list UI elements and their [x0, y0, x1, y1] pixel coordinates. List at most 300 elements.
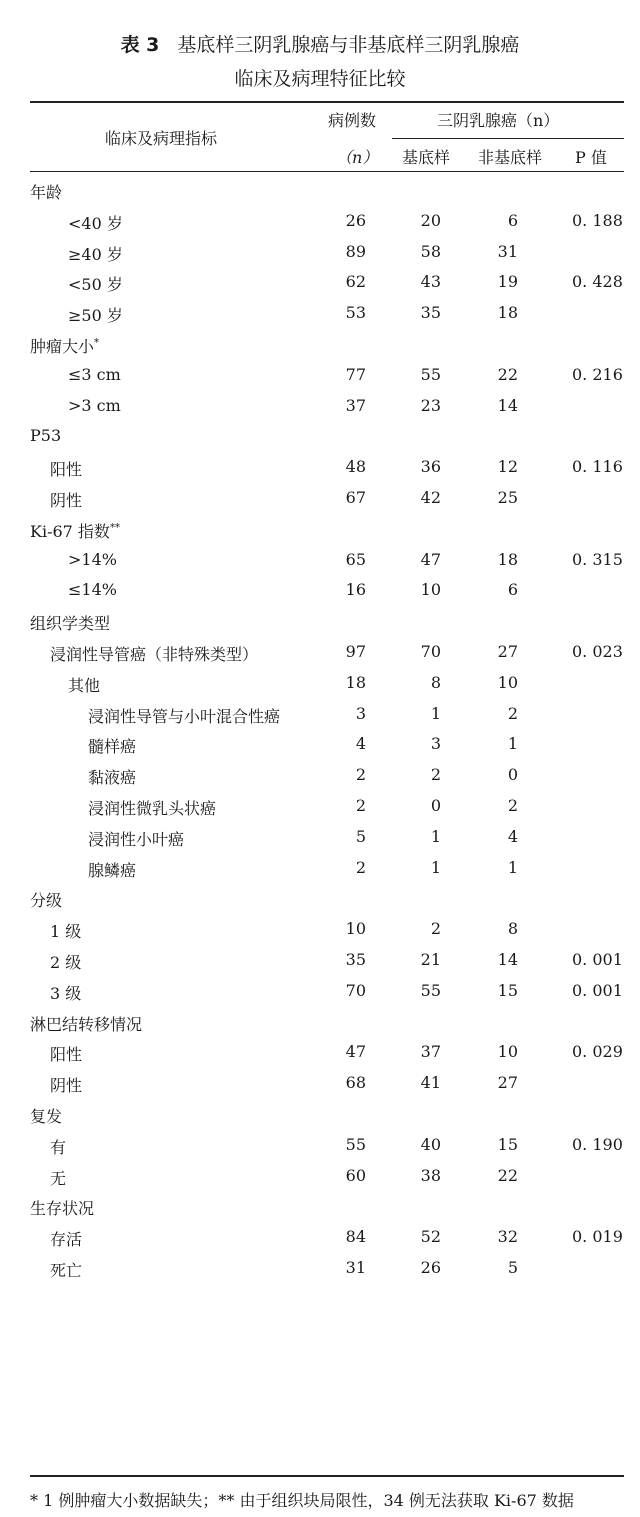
- row-label: [30, 426, 61, 445]
- cell-nonbasal-text: 4: [507, 826, 518, 846]
- cell-nonbasal: [492, 765, 518, 784]
- cell-cases-text: 26: [345, 210, 366, 230]
- row-label-text: 髓样癌: [88, 737, 137, 757]
- cell-basal-text: 36: [420, 457, 441, 477]
- footnote-marker: **: [109, 522, 120, 534]
- table-row: [0, 328, 640, 359]
- table-row: [0, 236, 640, 267]
- row-label-text: 淋巴结转移情况: [30, 1014, 143, 1034]
- cell-nonbasal-text: 22: [497, 1165, 518, 1185]
- cell-basal-text: 0: [430, 795, 441, 815]
- cell-basal-text: 41: [420, 1073, 441, 1093]
- cell-basal-text: 58: [420, 241, 441, 261]
- cell-nonbasal: [492, 796, 518, 815]
- cell-nonbasal-text: 1: [507, 857, 518, 877]
- cell-cases: [340, 673, 366, 692]
- cell-cases-text: 5: [355, 826, 366, 846]
- table-row: [0, 636, 640, 667]
- cell-nonbasal: [492, 488, 518, 507]
- cell-cases-text: 18: [345, 672, 366, 692]
- row-label-text: 腺鳞癌: [88, 860, 137, 880]
- subheader-rule: [392, 138, 624, 139]
- table-title-line2: 临床及病理特征比较: [234, 68, 406, 90]
- row-label-text: 阳性: [50, 1045, 83, 1065]
- cell-cases-text: 48: [345, 457, 366, 477]
- cell-basal-text: 1: [430, 826, 441, 846]
- table-row: [0, 1129, 640, 1160]
- row-label-text: 生存状况: [30, 1199, 95, 1219]
- row-label-text: 浸润性导管癌（非特殊类型）: [50, 644, 259, 664]
- row-label: [68, 303, 123, 326]
- cell-basal-text: 38: [420, 1165, 441, 1185]
- cell-p-value: [572, 1135, 623, 1154]
- row-label: [30, 611, 110, 634]
- cell-basal: [415, 827, 441, 846]
- cell-basal-text: 20: [420, 210, 441, 230]
- cell-nonbasal-text: 6: [507, 210, 518, 230]
- row-label: [68, 365, 121, 384]
- cell-basal: [415, 642, 441, 661]
- row-label-text: 年龄: [30, 183, 63, 202]
- table-row: [0, 420, 640, 451]
- cell-p-value-text: 0. 188: [572, 210, 623, 230]
- cell-cases-text: 37: [345, 395, 366, 415]
- cell-cases-text: 65: [345, 549, 366, 569]
- cell-cases: [340, 1042, 366, 1061]
- cell-basal: [415, 734, 441, 753]
- cell-basal: [415, 1042, 441, 1061]
- row-label: [68, 272, 123, 295]
- cell-cases-text: 2: [355, 795, 366, 815]
- cell-p-value: [572, 950, 623, 969]
- cell-nonbasal: [492, 950, 518, 969]
- row-label: [30, 888, 62, 911]
- cell-basal: [415, 673, 441, 692]
- table-row: [0, 975, 640, 1006]
- cell-basal: [415, 1135, 441, 1154]
- row-label-text: Ki-67 指数: [30, 521, 110, 541]
- cell-cases: [340, 765, 366, 784]
- cell-p-value-text: 0. 001: [572, 949, 623, 969]
- cell-basal: [415, 765, 441, 784]
- row-label: [88, 858, 136, 881]
- table-row: [0, 205, 640, 236]
- cell-cases: [340, 734, 366, 753]
- cell-basal-text: 10: [420, 580, 441, 600]
- row-label-text: ≥40 岁: [68, 244, 123, 264]
- cell-basal: [415, 919, 441, 938]
- cell-cases-text: 53: [345, 303, 366, 323]
- cell-basal-text: 47: [420, 549, 441, 569]
- cell-nonbasal-text: 18: [497, 303, 518, 323]
- cell-basal-text: 40: [420, 1134, 441, 1154]
- cell-nonbasal: [492, 642, 518, 661]
- row-label-text: 有: [50, 1137, 67, 1157]
- cell-basal-text: 2: [430, 919, 441, 939]
- row-label: [30, 334, 99, 357]
- bottom-rule: [30, 1475, 624, 1477]
- cell-nonbasal-text: 5: [507, 1257, 518, 1277]
- row-label: [88, 796, 216, 819]
- header-cases-unit: （n）: [336, 148, 379, 167]
- row-label-text: 肿瘤大小: [30, 336, 95, 356]
- cell-cases-text: 70: [345, 980, 366, 1000]
- cell-p-value-text: 0. 116: [572, 457, 623, 477]
- cell-basal-text: 37: [420, 1042, 441, 1062]
- row-label: [50, 981, 81, 1004]
- row-label: [50, 919, 81, 942]
- row-label-text: ≥50 岁: [68, 306, 123, 326]
- cell-p-value: [572, 272, 623, 291]
- cell-cases-text: 67: [345, 487, 366, 507]
- table-row: [0, 297, 640, 328]
- row-label-text: <50 岁: [68, 275, 123, 295]
- cell-p-value-text: 0. 315: [572, 549, 623, 569]
- cell-cases-text: 68: [345, 1073, 366, 1093]
- table-row: [0, 390, 640, 421]
- cell-basal: [415, 396, 441, 415]
- cell-basal-text: 3: [430, 734, 441, 754]
- header-basal: 基底样: [402, 148, 451, 167]
- header-p-value: P 值: [575, 148, 607, 167]
- cell-nonbasal: [492, 396, 518, 415]
- header-cases: 病例数: [328, 111, 377, 130]
- cell-nonbasal: [492, 1135, 518, 1154]
- cell-basal-text: 23: [420, 395, 441, 415]
- table-row: [0, 605, 640, 636]
- cell-cases: [340, 796, 366, 815]
- table-row: [0, 1190, 640, 1221]
- cell-cases: [340, 858, 366, 877]
- row-label: [68, 580, 117, 599]
- cell-nonbasal: [492, 1227, 518, 1246]
- row-label-text: 浸润性导管与小叶混合性癌: [88, 706, 281, 726]
- row-label-text: >3 cm: [68, 395, 121, 415]
- cell-basal: [415, 1227, 441, 1246]
- table-row: [0, 1221, 640, 1252]
- cell-p-value: [572, 365, 623, 384]
- cell-nonbasal: [492, 734, 518, 753]
- cell-cases: [340, 396, 366, 415]
- cell-basal-text: 35: [420, 303, 441, 323]
- table-row: [0, 174, 640, 205]
- cell-cases: [340, 919, 366, 938]
- table-row: [0, 266, 640, 297]
- cell-nonbasal-text: 14: [497, 395, 518, 415]
- cell-p-value-text: 0. 190: [572, 1134, 623, 1154]
- row-label-text: ≤3 cm: [68, 364, 121, 384]
- row-label: [88, 704, 280, 727]
- cell-nonbasal-text: 10: [497, 672, 518, 692]
- row-label-text: 分级: [30, 891, 63, 911]
- cell-cases-text: 2: [355, 765, 366, 785]
- row-label-text: 组织学类型: [30, 614, 111, 634]
- cell-cases-text: 84: [345, 1227, 366, 1247]
- table-row: [0, 759, 640, 790]
- row-label: [30, 519, 120, 542]
- cell-nonbasal-text: 8: [507, 919, 518, 939]
- table-row: [0, 790, 640, 821]
- cell-p-value: [572, 642, 623, 661]
- cell-p-value-text: 0. 216: [572, 364, 623, 384]
- cell-cases: [340, 981, 366, 1000]
- cell-nonbasal: [492, 1166, 518, 1185]
- row-label: [50, 1073, 82, 1096]
- row-label-text: 1 级: [50, 922, 82, 942]
- row-label: [30, 1104, 62, 1127]
- cell-cases-text: 2: [355, 857, 366, 877]
- table-row: [0, 574, 640, 605]
- cell-cases-text: 47: [345, 1042, 366, 1062]
- row-label: [88, 765, 136, 788]
- header-indicator: 临床及病理指标: [105, 129, 218, 148]
- cell-cases: [340, 827, 366, 846]
- cell-basal: [415, 1073, 441, 1092]
- row-label: [68, 550, 117, 569]
- cell-p-value-text: 0. 023: [572, 641, 623, 661]
- cell-nonbasal: [492, 457, 518, 476]
- cell-nonbasal: [492, 1258, 518, 1277]
- cell-basal-text: 55: [420, 980, 441, 1000]
- footnote-marker: *: [94, 337, 100, 349]
- cell-nonbasal-text: 25: [497, 487, 518, 507]
- cell-p-value: [572, 1227, 623, 1246]
- cell-nonbasal-text: 12: [497, 457, 518, 477]
- cell-cases: [340, 580, 366, 599]
- row-label-text: 黏液癌: [88, 768, 137, 788]
- cell-cases: [340, 1227, 366, 1246]
- cell-nonbasal: [492, 272, 518, 291]
- cell-nonbasal-text: 27: [497, 1073, 518, 1093]
- row-label-text: >14%: [68, 549, 117, 569]
- cell-basal: [415, 981, 441, 1000]
- cell-basal: [415, 242, 441, 261]
- cell-nonbasal-text: 19: [497, 272, 518, 292]
- row-label: [50, 1258, 82, 1281]
- cell-nonbasal-text: 0: [507, 765, 518, 785]
- cell-cases: [340, 272, 366, 291]
- table-row: [0, 1160, 640, 1191]
- cell-cases-text: 62: [345, 272, 366, 292]
- row-label: [50, 1166, 66, 1189]
- cell-nonbasal: [492, 919, 518, 938]
- row-label: [50, 457, 82, 480]
- cell-nonbasal: [492, 858, 518, 877]
- cell-nonbasal: [492, 704, 518, 723]
- cell-cases-text: 3: [355, 703, 366, 723]
- cell-nonbasal: [492, 1073, 518, 1092]
- cell-cases: [340, 550, 366, 569]
- cell-basal: [415, 272, 441, 291]
- cell-p-value: [572, 1042, 623, 1061]
- table-row: [0, 913, 640, 944]
- header-rule: [30, 171, 624, 172]
- row-label-text: 复发: [30, 1106, 63, 1126]
- cell-cases-text: 77: [345, 364, 366, 384]
- cell-cases: [340, 1135, 366, 1154]
- row-label-text: 阴性: [50, 490, 83, 510]
- cell-nonbasal-text: 27: [497, 641, 518, 661]
- table-row: [0, 482, 640, 513]
- row-label-text: 浸润性小叶癌: [88, 829, 185, 849]
- cell-cases: [340, 1073, 366, 1092]
- cell-nonbasal-text: 31: [497, 241, 518, 261]
- row-label: [30, 180, 62, 203]
- row-label-text: 其他: [68, 675, 101, 695]
- cell-basal-text: 2: [430, 765, 441, 785]
- cell-cases-text: 35: [345, 949, 366, 969]
- cell-nonbasal-text: 14: [497, 949, 518, 969]
- cell-cases-text: 31: [345, 1257, 366, 1277]
- cell-cases: [340, 457, 366, 476]
- cell-cases: [340, 242, 366, 261]
- row-label: [50, 1227, 82, 1250]
- cell-nonbasal-text: 22: [497, 364, 518, 384]
- cell-nonbasal-text: 18: [497, 549, 518, 569]
- cell-basal-text: 42: [420, 487, 441, 507]
- cell-nonbasal: [492, 242, 518, 261]
- table-row: [0, 944, 640, 975]
- cell-basal-text: 21: [420, 949, 441, 969]
- cell-nonbasal: [492, 1042, 518, 1061]
- top-rule: [30, 101, 624, 103]
- cell-nonbasal: [492, 365, 518, 384]
- table-row: [0, 359, 640, 390]
- cell-basal: [415, 858, 441, 877]
- cell-basal: [415, 550, 441, 569]
- cell-nonbasal: [492, 981, 518, 1000]
- cell-cases-text: 10: [345, 919, 366, 939]
- row-label-text: 浸润性微乳头状癌: [88, 798, 217, 818]
- table-row: [0, 821, 640, 852]
- row-label: [50, 1042, 82, 1065]
- cell-cases: [340, 704, 366, 723]
- table-row: [0, 1006, 640, 1037]
- row-label: [68, 396, 121, 415]
- cell-cases: [340, 950, 366, 969]
- cell-cases-text: 97: [345, 641, 366, 661]
- cell-nonbasal-text: 15: [497, 980, 518, 1000]
- cell-nonbasal-text: 1: [507, 734, 518, 754]
- cell-nonbasal-text: 2: [507, 795, 518, 815]
- cell-basal: [415, 365, 441, 384]
- cell-p-value: [572, 550, 623, 569]
- table-row: [0, 1036, 640, 1067]
- cell-basal-text: 70: [420, 641, 441, 661]
- cell-basal-text: 1: [430, 857, 441, 877]
- cell-cases: [340, 365, 366, 384]
- table-row: [0, 667, 640, 698]
- row-label-text: P53: [30, 426, 62, 446]
- row-label: [68, 211, 123, 234]
- cell-p-value: [572, 457, 623, 476]
- cell-p-value: [572, 981, 623, 1000]
- row-label-text: <40 岁: [68, 213, 123, 233]
- cell-basal: [415, 950, 441, 969]
- cell-cases-text: 16: [345, 580, 366, 600]
- cell-basal: [415, 704, 441, 723]
- table-row: [0, 728, 640, 759]
- table-row: [0, 698, 640, 729]
- row-label: [68, 242, 123, 265]
- table-row: [0, 1098, 640, 1129]
- cell-nonbasal-text: 10: [497, 1042, 518, 1062]
- cell-p-value-text: 0. 019: [572, 1227, 623, 1247]
- cell-basal: [415, 303, 441, 322]
- row-label-text: 死亡: [50, 1260, 83, 1280]
- header-tnbc: 三阴乳腺癌（n）: [437, 111, 560, 130]
- cell-cases: [340, 303, 366, 322]
- cell-cases: [340, 488, 366, 507]
- row-label: [50, 1135, 66, 1158]
- cell-nonbasal-text: 2: [507, 703, 518, 723]
- header-nonbasal: 非基底样: [478, 148, 543, 167]
- cell-basal-text: 26: [420, 1257, 441, 1277]
- row-label-text: 存活: [50, 1230, 83, 1250]
- cell-nonbasal: [492, 827, 518, 846]
- cell-cases-text: 4: [355, 734, 366, 754]
- table-row: [0, 451, 640, 482]
- table-row: [0, 882, 640, 913]
- cell-basal: [415, 796, 441, 815]
- cell-cases: [340, 211, 366, 230]
- table-title: [0, 30, 640, 57]
- row-label-text: 无: [50, 1168, 67, 1188]
- row-label: [50, 950, 81, 973]
- cell-basal-text: 1: [430, 703, 441, 723]
- cell-basal-text: 43: [420, 272, 441, 292]
- table-row: [0, 544, 640, 575]
- row-label-text: 2 级: [50, 952, 82, 972]
- cell-cases: [340, 1166, 366, 1185]
- row-label: [88, 734, 136, 757]
- cell-nonbasal: [492, 303, 518, 322]
- cell-nonbasal: [492, 550, 518, 569]
- cell-basal: [415, 488, 441, 507]
- cell-cases: [340, 642, 366, 661]
- row-label-text: 阴性: [50, 1076, 83, 1096]
- table-title-line1: 基底样三阴乳腺癌与非基底样三阴乳腺癌: [177, 34, 520, 56]
- cell-p-value: [572, 211, 623, 230]
- cell-basal-text: 52: [420, 1227, 441, 1247]
- row-label-text: ≤14%: [68, 580, 117, 600]
- cell-cases-text: 55: [345, 1134, 366, 1154]
- cell-nonbasal-text: 15: [497, 1134, 518, 1154]
- row-label-text: 阳性: [50, 460, 83, 480]
- cell-basal: [415, 1166, 441, 1185]
- row-label: [50, 488, 82, 511]
- cell-p-value-text: 0. 001: [572, 980, 623, 1000]
- table-body: [0, 174, 640, 1283]
- cell-nonbasal-text: 32: [497, 1227, 518, 1247]
- cell-cases-text: 89: [345, 241, 366, 261]
- cell-p-value-text: 0. 029: [572, 1042, 623, 1062]
- table-row: [0, 852, 640, 883]
- cell-basal: [415, 1258, 441, 1277]
- row-label: [88, 827, 184, 850]
- cell-basal-text: 8: [430, 672, 441, 692]
- footnote: * 1 例肿瘤大小数据缺失；** 由于组织块局限性，34 例无法获取 Ki-67 数据: [30, 1491, 574, 1510]
- cell-basal: [415, 211, 441, 230]
- cell-basal: [415, 457, 441, 476]
- table-row: [0, 513, 640, 544]
- row-label: [68, 673, 100, 696]
- cell-basal-text: 55: [420, 364, 441, 384]
- cell-nonbasal: [492, 580, 518, 599]
- table-row: [0, 1252, 640, 1283]
- row-label-text: 3 级: [50, 983, 82, 1003]
- row-label: [50, 642, 258, 665]
